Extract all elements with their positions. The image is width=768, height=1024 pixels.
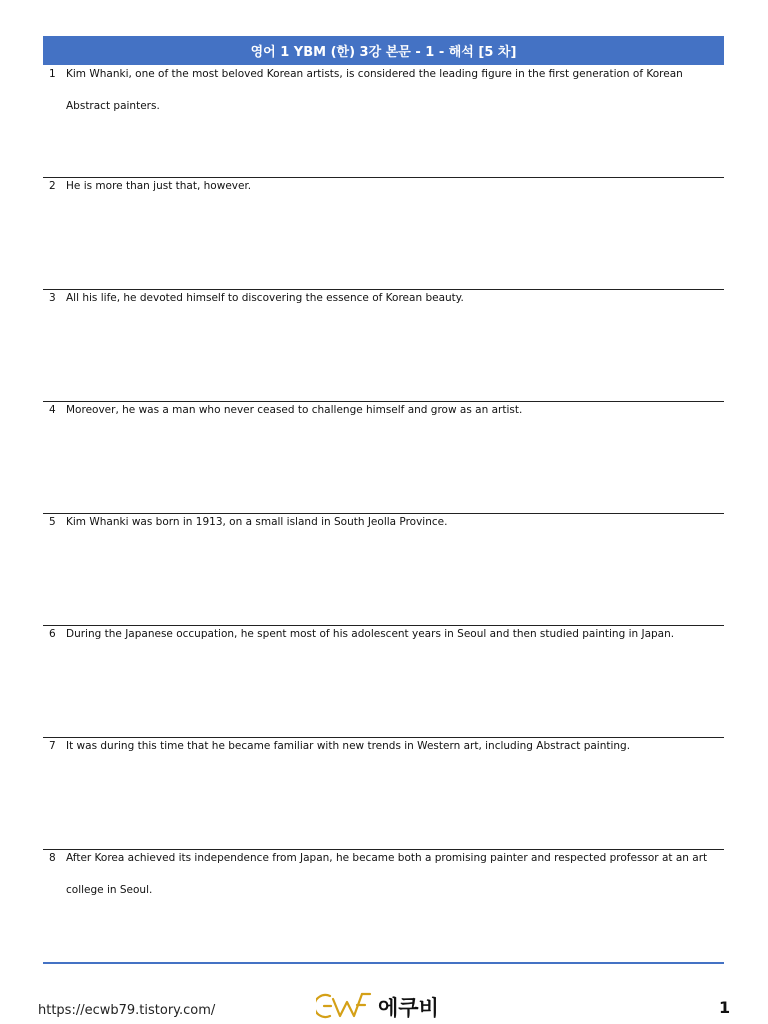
sentence-text: After Korea achieved its independence from Japan, he became both a promising painter and respected professor at an art college in Seoul. xyxy=(66,852,708,896)
sentence-row xyxy=(43,178,724,290)
sentence-text: He is more than just that, however. xyxy=(66,180,252,192)
sentence-text: During the Japanese occupation, he spent most of his adolescent years in Seoul and then studied painting in Japan. xyxy=(66,628,675,640)
ecw-logo-icon xyxy=(316,990,374,1024)
sentence-text: It was during this time that he became familiar with new trends in Western art, including Abstract painting. xyxy=(66,740,631,752)
sentence-row xyxy=(43,514,724,626)
sentence-row xyxy=(43,402,724,514)
sentence-number: 8 xyxy=(49,852,56,864)
sentence-row xyxy=(43,850,724,962)
sentence-number: 2 xyxy=(49,180,56,192)
sentence-number: 7 xyxy=(49,740,56,752)
brand-logo xyxy=(316,990,439,1024)
sentence-number: 1 xyxy=(49,68,56,80)
sentence-text: All his life, he devoted himself to discovering the essence of Korean beauty. xyxy=(66,292,464,304)
sentence-row xyxy=(43,626,724,738)
brand-logo-text: 에쿠비 xyxy=(378,996,439,1020)
sentence-number: 3 xyxy=(49,292,56,304)
sentence-list xyxy=(43,66,724,962)
sentence-number: 4 xyxy=(49,404,56,416)
footer-divider xyxy=(43,962,724,964)
page-title-text: 영어 1 YBM (한) 3강 본문 - 1 - 해석 [5 차] xyxy=(250,45,517,60)
sentence-text: Kim Whanki was born in 1913, on a small island in South Jeolla Province. xyxy=(66,516,448,528)
sentence-row xyxy=(43,66,724,178)
sentence-text: Moreover, he was a man who never ceased to challenge himself and grow as an artist. xyxy=(66,404,523,416)
sentence-row xyxy=(43,290,724,402)
footer-url[interactable]: https://ecwb79.tistory.com/ xyxy=(38,1003,216,1018)
sentence-row xyxy=(43,738,724,850)
sentence-text: Kim Whanki, one of the most beloved Korean artists, is considered the leading figure in the first generation of Korean Abstract painters. xyxy=(66,68,683,112)
sentence-number: 5 xyxy=(49,516,56,528)
page-number: 1 xyxy=(719,998,731,1017)
sentence-number: 6 xyxy=(49,628,56,640)
